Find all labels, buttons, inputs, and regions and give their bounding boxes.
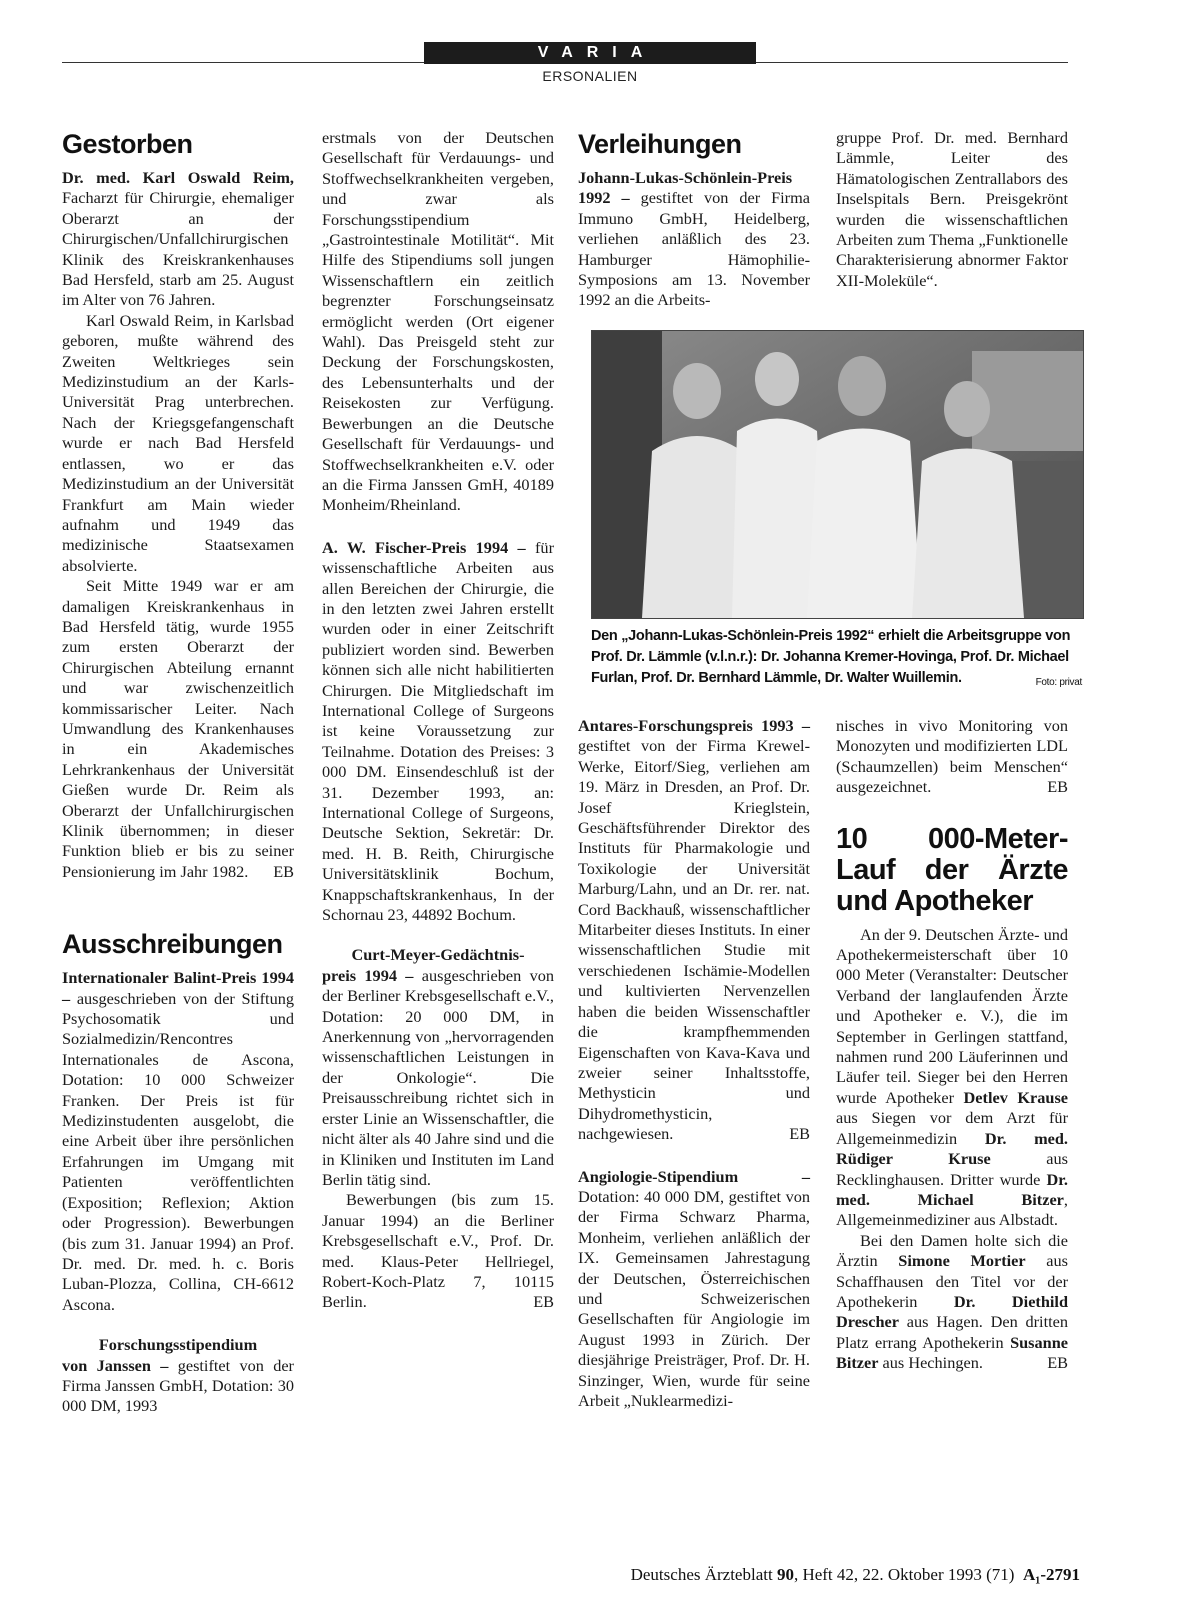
heading-gestorben: Gestorben: [62, 129, 193, 159]
balint-prize: Internationaler Balint-Preis 1994 – ausgeschrieben von der Stiftung Psychosomatik und Sozialmedizin/Rencontres Internationales de Ascona, Dotation: 10 000 Schweizer Franken. Der Preis ist für Medizinstudenten ausgelobt, die eine Arbeit über ihre persönlichen Erfahrungen im Umgang mit Patienten veröffentlichten (Exposition; Reflexion; Aktion oder Progression). Bewerbungen (bis zum 31. Januar 1994) an Prof. Dr. med. Dr. med. h. c. Boris Luban-Plozza, Collina, CH-6612 Ascona.: [62, 968, 294, 1314]
obituary-p2: Karl Oswald Reim, in Karlsbad geboren, mußte während des Zweiten Weltkrieges sein Medizinstudium an der Karls-Universität Prag unterbrechen. Nach der Kriegsgefangenschaft wurde er nach Bad Hersfeld entlassen, wo er das Medizinstudium an der Universität Frankfurt am Main wieder aufnahm und 1949 das medizinische Staatsexamen absolvierte.: [62, 310, 294, 575]
antares-prize: Antares-Forschungspreis 1993 – gestiftet von der Firma Krewel-Werke, Eitorf/Sieg, verliehen am 19. März in Dresden, an Prof. Dr. Josef Krieglstein, Geschäftsführender Direktor des Instituts für Pharmakologie und Toxikologie der Universität Marburg/Lahn, und an Dr. rer. nat. Cord Backhauß, wissenschaftlicher Mitarbeiter dieses Instituts. In einer wissenschaftlichen Studie mit verschiedenen Ischämie-Modellen und kultivierten Nervenzellen haben die beiden Wissenschaftler die krampfhemmenden Eigenschaften von Kava-Kava und zweier seiner Inhaltsstoffe, Methysticin und Dihydromethysticin, nachgewiesen. EB: [578, 716, 810, 1144]
run-men-results: An der 9. Deutschen Ärzte- und Apothekermeisterschaft über 10 000 Meter (Veranstalter: Deutscher Verband der langlaufenden Ärzte und Apotheker e. V.), die im September in Gerlingen stattfand, nahmen rund 200 Läuferinnen und Läufer teil. Sieger bei den Herren wurde Apotheker Detlev Krause aus Siegen vor dem Arzt für Allgemeinmedizin Dr. med. Rüdiger Kruse aus Recklinghausen. Dritter wurde Dr. med. Michael Bitzer, Allgemeinmediziner aus Albstadt.: [836, 924, 1069, 1230]
meyer-applications: Bewerbungen (bis zum 15. Januar 1994) an die Berliner Krebsgesellschaft e.V., Prof. Dr. med. Klaus-Peter Hellriegel, Robert-Koch-Platz 7, 10115 Berlin. EB: [322, 1190, 554, 1312]
angiologie-stipend: Angiologie-Stipendium – Dotation: 40 000 DM, gestiftet von der Firma Schwarz Pharma, Monheim, verliehen anläßlich der IX. Gemeinsamen Jahrestagung der Deutschen, Österreichischen und Schweizerischen Gesellschaften für Angiologie im August 1993 in Zürich. Der diesjährige Preisträger, Prof. Dr. H. Sinzinger, Wien, wurde für seine Arbeit „Nuklearmedizi-: [578, 1166, 810, 1410]
obituary-p3: Seit Mitte 1949 war er am damaligen Kreiskrankenhaus in Bad Hersfeld tätig, wurde 1955 zum ersten Oberarzt der Chirurgischen Abteilung ernannt und war zwischenzeitlich kommissarischer Leiter. Nach Umwandlung des Krankenhauses in ein Akademisches Lehrkrankenhaus der Universität Gießen wurde Dr. Reim als Oberarzt der Unfallchirurgischen Klinik übernommen; in dieser Funktion blieb er bis zu seiner Pensionierung im Jahr 1982. EB: [62, 576, 294, 881]
column-3-top: [578, 128, 810, 311]
janssen-heading: Forschungsstipendium: [98, 1335, 258, 1355]
header-rule-right: [756, 62, 1068, 63]
angiologie-continued: nisches in vivo Monitoring von Monozyten und modifizierten LDL (Schaumzellen) beim Menschen“ ausgezeichnet. EB: [836, 716, 1068, 797]
header-rule-left: [62, 62, 424, 63]
run-women-results: Bei den Damen holte sich die Ärztin Simone Mortier aus Schaffhausen den Titel vor der Apothekerin Dr. Diethild Drescher aus Hagen. Den dritten Platz errang Apothekerin Susanne Bitzer aus Hechingen. EB: [836, 1230, 1069, 1373]
heading-verleihungen: Verleihungen: [578, 129, 742, 159]
heading-10000-meter: 10 000-Meter-Lauf der Ärzte und Apotheker: [836, 822, 1068, 917]
meyer-prize: preis 1994 – ausgeschrieben von der Berliner Krebsgesellschaft e.V., Dotation: 20 000 DM, in Anerkennung von „hervorragenden wissenschaftlichen Leistungen in der Onkologie“. Die Preisausschreibung richtet sich in erster Linie an Wissenschaftler, die nicht älter als 40 Jahre sind und die in Kliniken und Instituten im Land Berlin tätig sind.: [322, 965, 554, 1189]
schoenlein-continued: gruppe Prof. Dr. med. Bernhard Lämmle, Leiter des Hämatologischen Zentrallabors des Inselspitals Bern. Preisgekrönt wurden die wissenschaftlichen Arbeiten zum Thema „Funktionelle Charakterisierung abnormer Faktor XII-Moleküle“.: [836, 128, 1068, 290]
column-1: [62, 128, 294, 1417]
meyer-heading: Curt-Meyer-Gedächtnis-: [351, 945, 525, 965]
janssen-continued: erstmals von der Deutschen Gesellschaft für Verdauungs- und Stoffwechselkrankheiten vergeben, und zwar als Forschungsstipendium „Gastrointestinale Motilität“. Mit Hilfe des Stipendiums soll jungen Wissenschaftlern ein zeitlich begrenzter Forschungseinsatz ermöglicht werden (Ort eigener Wahl). Das Preisgeld steht zur Deckung der Forschungskosten, des Lebensunterhalts und der Reisekosten zur Verfügung. Bewerbungen an die Deutsche Gesellschaft für Verdauungs- und Stoffwechselkrankheiten e.V. oder an die Firma Janssen GmH, 40189 Monheim/Rheinland.: [322, 128, 554, 515]
page-number: A₁-2791: [1022, 1565, 1080, 1584]
obituary-p1: Dr. med. Karl Oswald Reim, Facharzt für Chirurgie, ehemaliger Oberarzt an der Chirurgischen/Unfallchirurgischen Klinik des Kreiskrankenhauses Bad Hersfeld, starb am 25. August im Alter von 76 Jahren.: [62, 168, 294, 310]
heading-ausschreibungen: Ausschreibungen: [62, 929, 283, 960]
janssen-text: von Janssen – gestiftet von der Firma Janssen GmbH, Dotation: 30 000 DM, 1993: [62, 1355, 294, 1416]
award-group-photo: [591, 330, 1084, 619]
photo-caption: Den „Johann-Lukas-Schönlein-Preis 1992“ erhielt die Arbeitsgruppe von Prof. Dr. Lämmle (v.l.n.r.): Dr. Johanna Kremer-Hovinga, Prof. Dr. Michael Furlan, Prof. Dr. Bernhard Lämmle, Dr. Walter Wuillemin. Foto: privat: [591, 626, 1082, 693]
photo-credit: Foto: privat: [1035, 677, 1082, 688]
column-3-bottom: [578, 716, 810, 1411]
column-4-top: [836, 128, 1068, 291]
section-banner: VARIA: [424, 42, 756, 64]
schoenlein-prize: Johann-Lukas-Schönlein-Preis 1992 – gestiftet von der Firma Immuno GmbH, Heidelberg, verliehen anläßlich des 23. Hamburger Hämophilie-Symposions am 13. November 1992 an die Arbeits-: [578, 168, 810, 310]
subsection-label: ERSONALIEN: [542, 68, 638, 84]
column-2: [322, 128, 554, 1313]
column-4-bottom: [836, 716, 1068, 1374]
photo-illustration: [592, 331, 1083, 618]
fischer-prize: A. W. Fischer-Preis 1994 – für wissenschaftliche Arbeiten aus allen Bereichen der Chirurgie, die in den letzten zwei Jahren erstellt wurden oder in einer Zeitschrift publiziert worden sind. Bewerben können sich alle nicht habilitierten Chirurgen. Die Mitgliedschaft im International College of Surgeons ist keine Voraussetzung zur Teilnahme. Dotation des Preises: 3 000 DM. Einsendeschluß ist der 31. Dezember 1993, an: International College of Surgeons, Deutsche Sektion, Sekretär: Dr. med. H. B. Reith, Chirurgische Universitätsklinik Bochum, Knappschaftskrankenhaus, In der Schornau 23, 44892 Bochum.: [322, 537, 554, 925]
page-footer: Deutsches Ärzteblatt 90, Heft 42, 22. Oktober 1993 (71) A₁-2791: [630, 1565, 1080, 1584]
